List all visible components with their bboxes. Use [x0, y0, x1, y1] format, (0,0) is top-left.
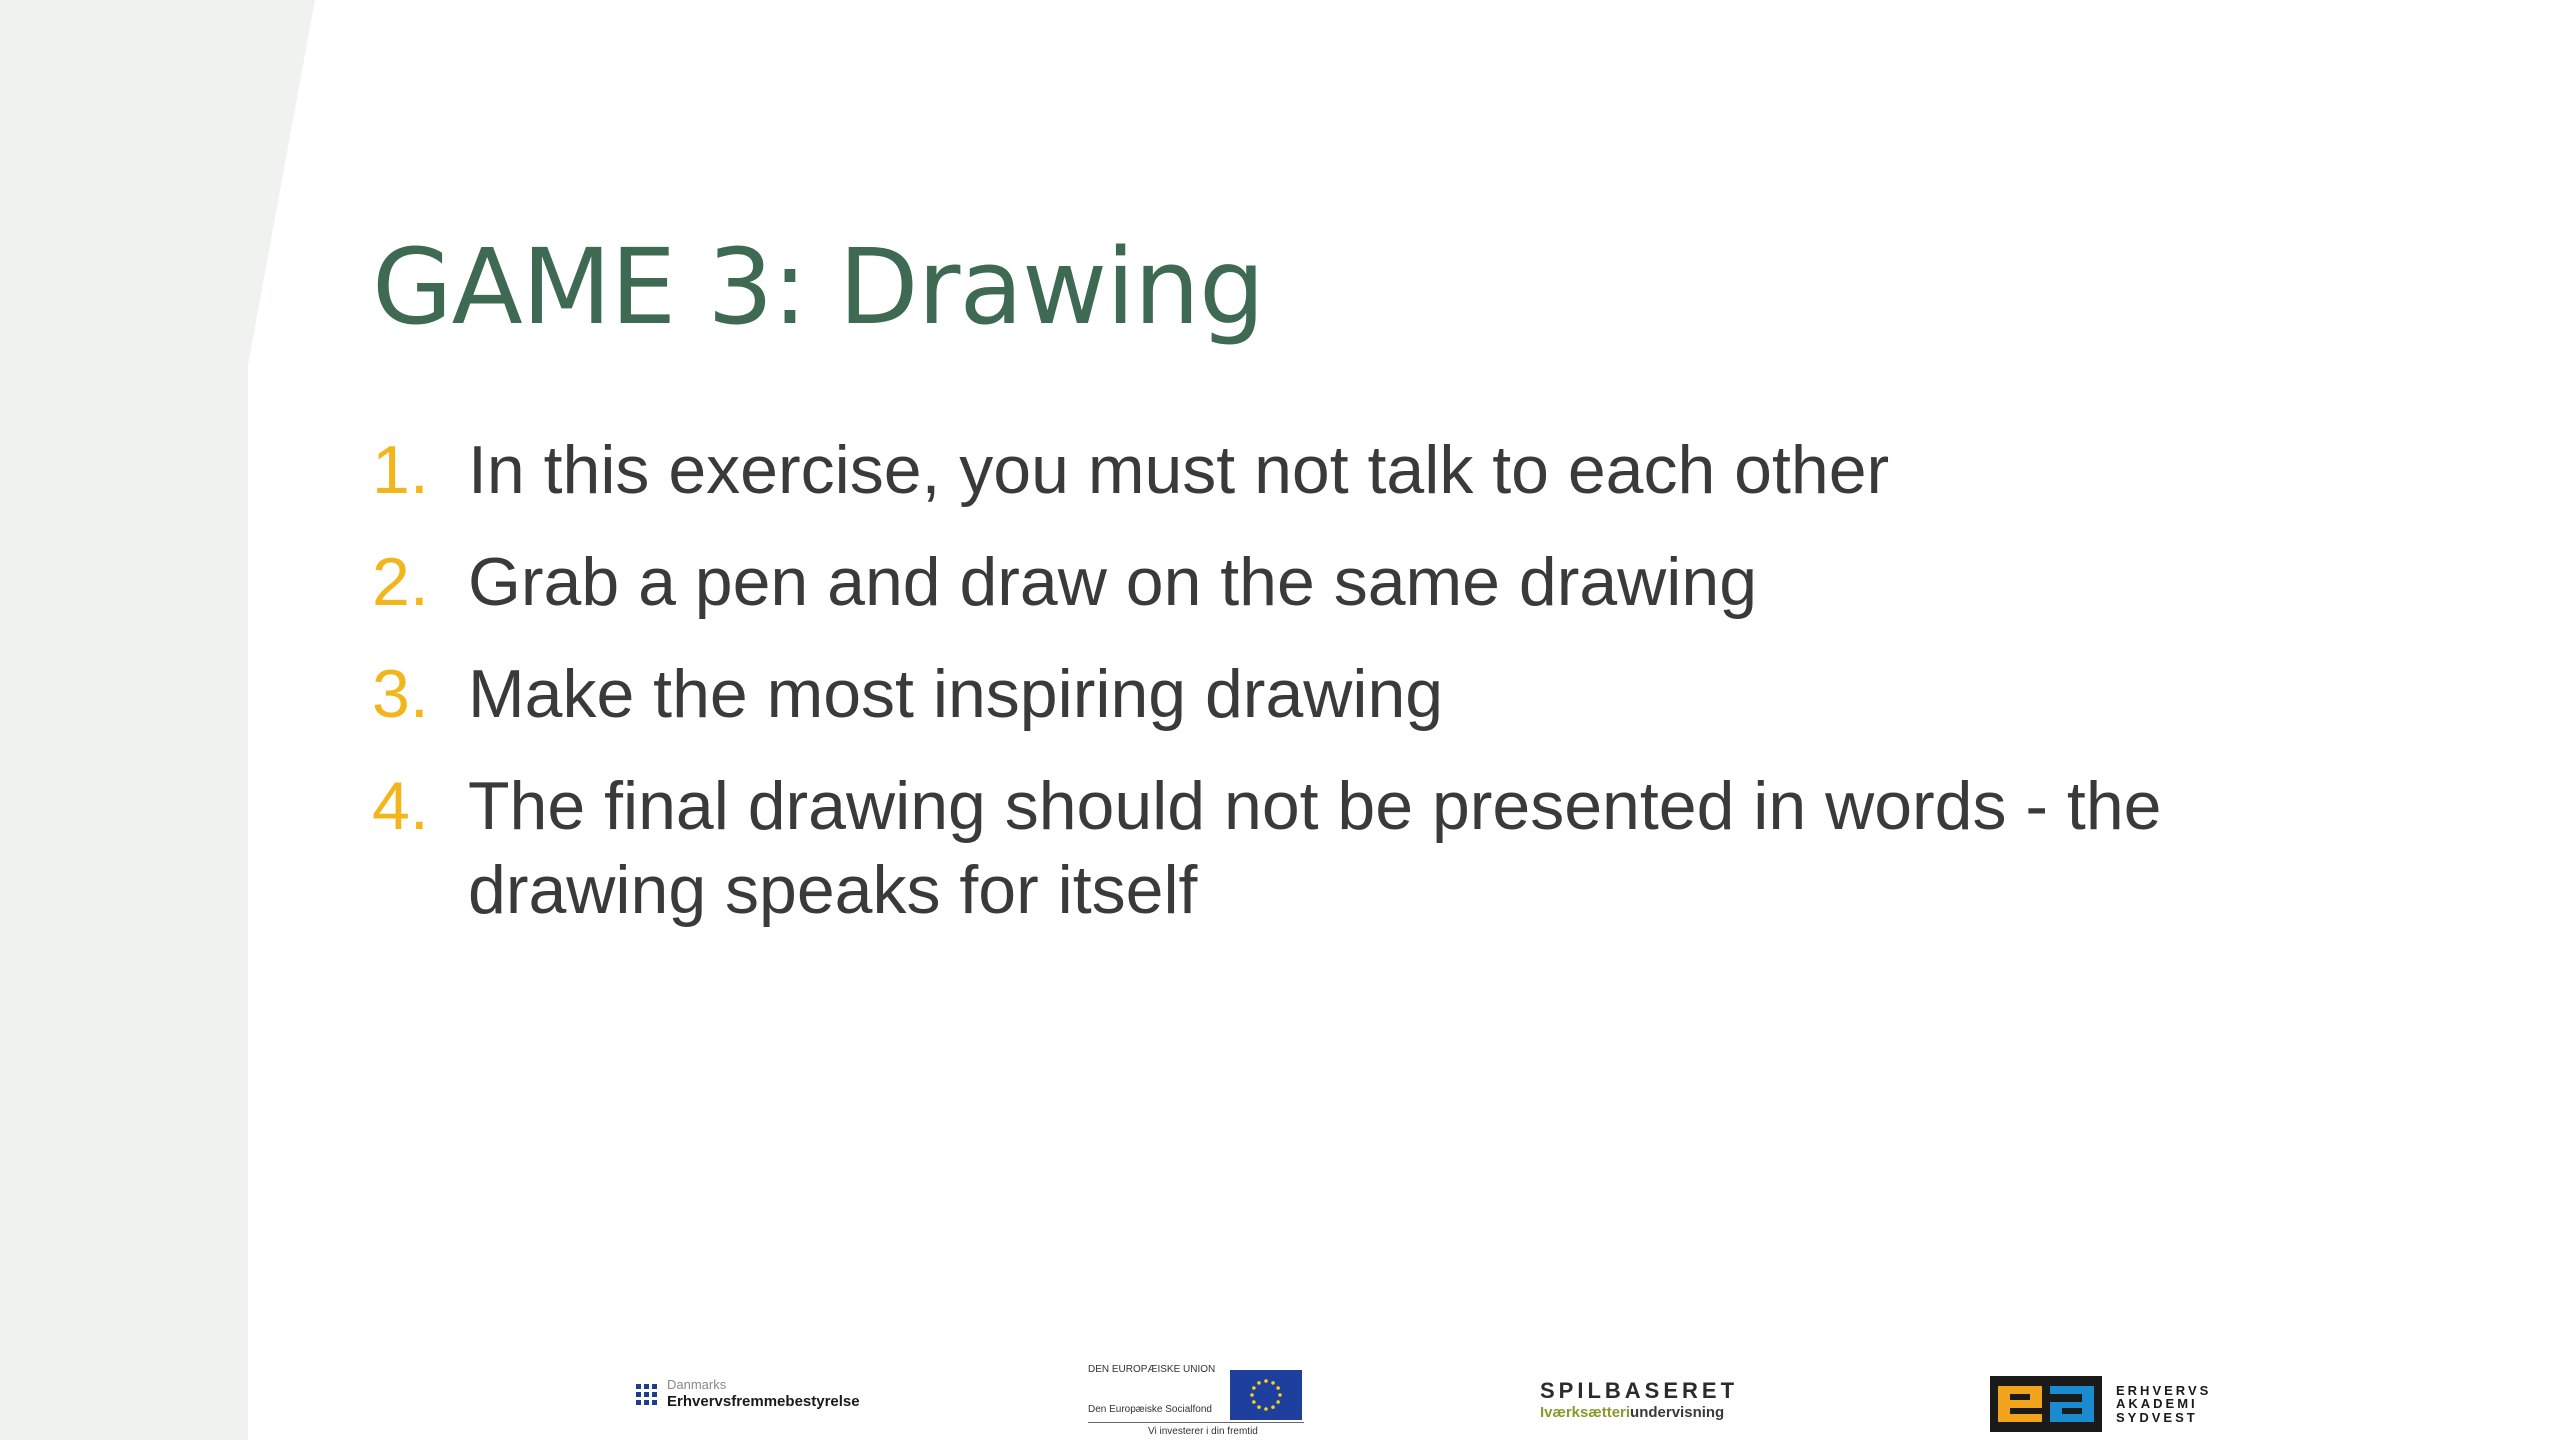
- list-item: [372, 540, 2272, 624]
- erst-logo: [636, 1378, 860, 1410]
- ea-mark-icon: [1990, 1376, 2102, 1432]
- ea-logo-line: SYDVEST: [2116, 1409, 2198, 1425]
- slide-title: GAME 3: Drawing: [372, 226, 1264, 348]
- eu-flag-field: [1230, 1370, 1302, 1420]
- eu-star: [1252, 1400, 1256, 1404]
- eu-star: [1264, 1379, 1268, 1383]
- ea-logo-line: ERHVERVS: [2116, 1382, 2212, 1398]
- erst-logo-name: Erhvervsfremmebestyrelse: [667, 1392, 860, 1410]
- step-text: The final drawing should not be presented in words - the drawing speaks for itself: [468, 768, 2162, 928]
- side-decoration-band: [0, 0, 320, 1440]
- eu-star: [1278, 1393, 1282, 1397]
- step-number: 1.: [372, 432, 429, 508]
- spilbaseret-logo: [1540, 1378, 1738, 1422]
- eu-star: [1264, 1407, 1268, 1411]
- spilbaseret-logo-subtitle: [1540, 1404, 1738, 1422]
- eu-star: [1250, 1393, 1254, 1397]
- eu-logo-tagline: Vi investerer i din fremtid: [1148, 1426, 1258, 1437]
- step-number: 3.: [372, 656, 429, 732]
- eu-logo-divider: [1088, 1422, 1304, 1423]
- eu-logo-union-text: DEN EUROPÆISKE UNION: [1088, 1364, 1216, 1375]
- ea-logo-line: AKADEMI: [2116, 1396, 2198, 1412]
- spilbaseret-subtitle-part2: undervisning: [1630, 1404, 1725, 1422]
- eu-star: [1257, 1405, 1261, 1409]
- ea-logo: [1990, 1376, 2211, 1432]
- eu-star: [1252, 1386, 1256, 1390]
- eu-logo: [1088, 1364, 1312, 1440]
- ea-mark-e: [1998, 1386, 2042, 1422]
- side-band-shape: [0, 0, 315, 1440]
- eu-flag-icon: [1230, 1370, 1302, 1420]
- step-text: In this exercise, you must not talk to each other: [468, 432, 1890, 508]
- ea-mark-a: [2050, 1386, 2094, 1422]
- steps-list: [372, 428, 2272, 960]
- step-text: Make the most inspiring drawing: [468, 656, 1444, 732]
- eu-star: [1276, 1400, 1280, 1404]
- list-item: [372, 764, 2272, 932]
- erst-logo-small-text: Danmarks: [667, 1377, 727, 1392]
- spilbaseret-logo-name: SPILBASERET: [1540, 1378, 1739, 1403]
- eu-logo-fund-text: Den Europæiske Socialfond: [1088, 1404, 1212, 1415]
- step-text: Grab a pen and draw on the same drawing: [468, 544, 1758, 620]
- eu-star: [1276, 1386, 1280, 1390]
- spilbaseret-subtitle-part1: Iværksætteri: [1540, 1404, 1631, 1422]
- list-item: [372, 652, 2272, 736]
- step-number: 4.: [372, 768, 429, 844]
- eu-star: [1271, 1405, 1275, 1409]
- eu-star: [1257, 1381, 1261, 1385]
- eu-star: [1271, 1381, 1275, 1385]
- dot-grid-icon: [636, 1384, 657, 1405]
- step-number: 2.: [372, 544, 429, 620]
- list-item: [372, 428, 2272, 512]
